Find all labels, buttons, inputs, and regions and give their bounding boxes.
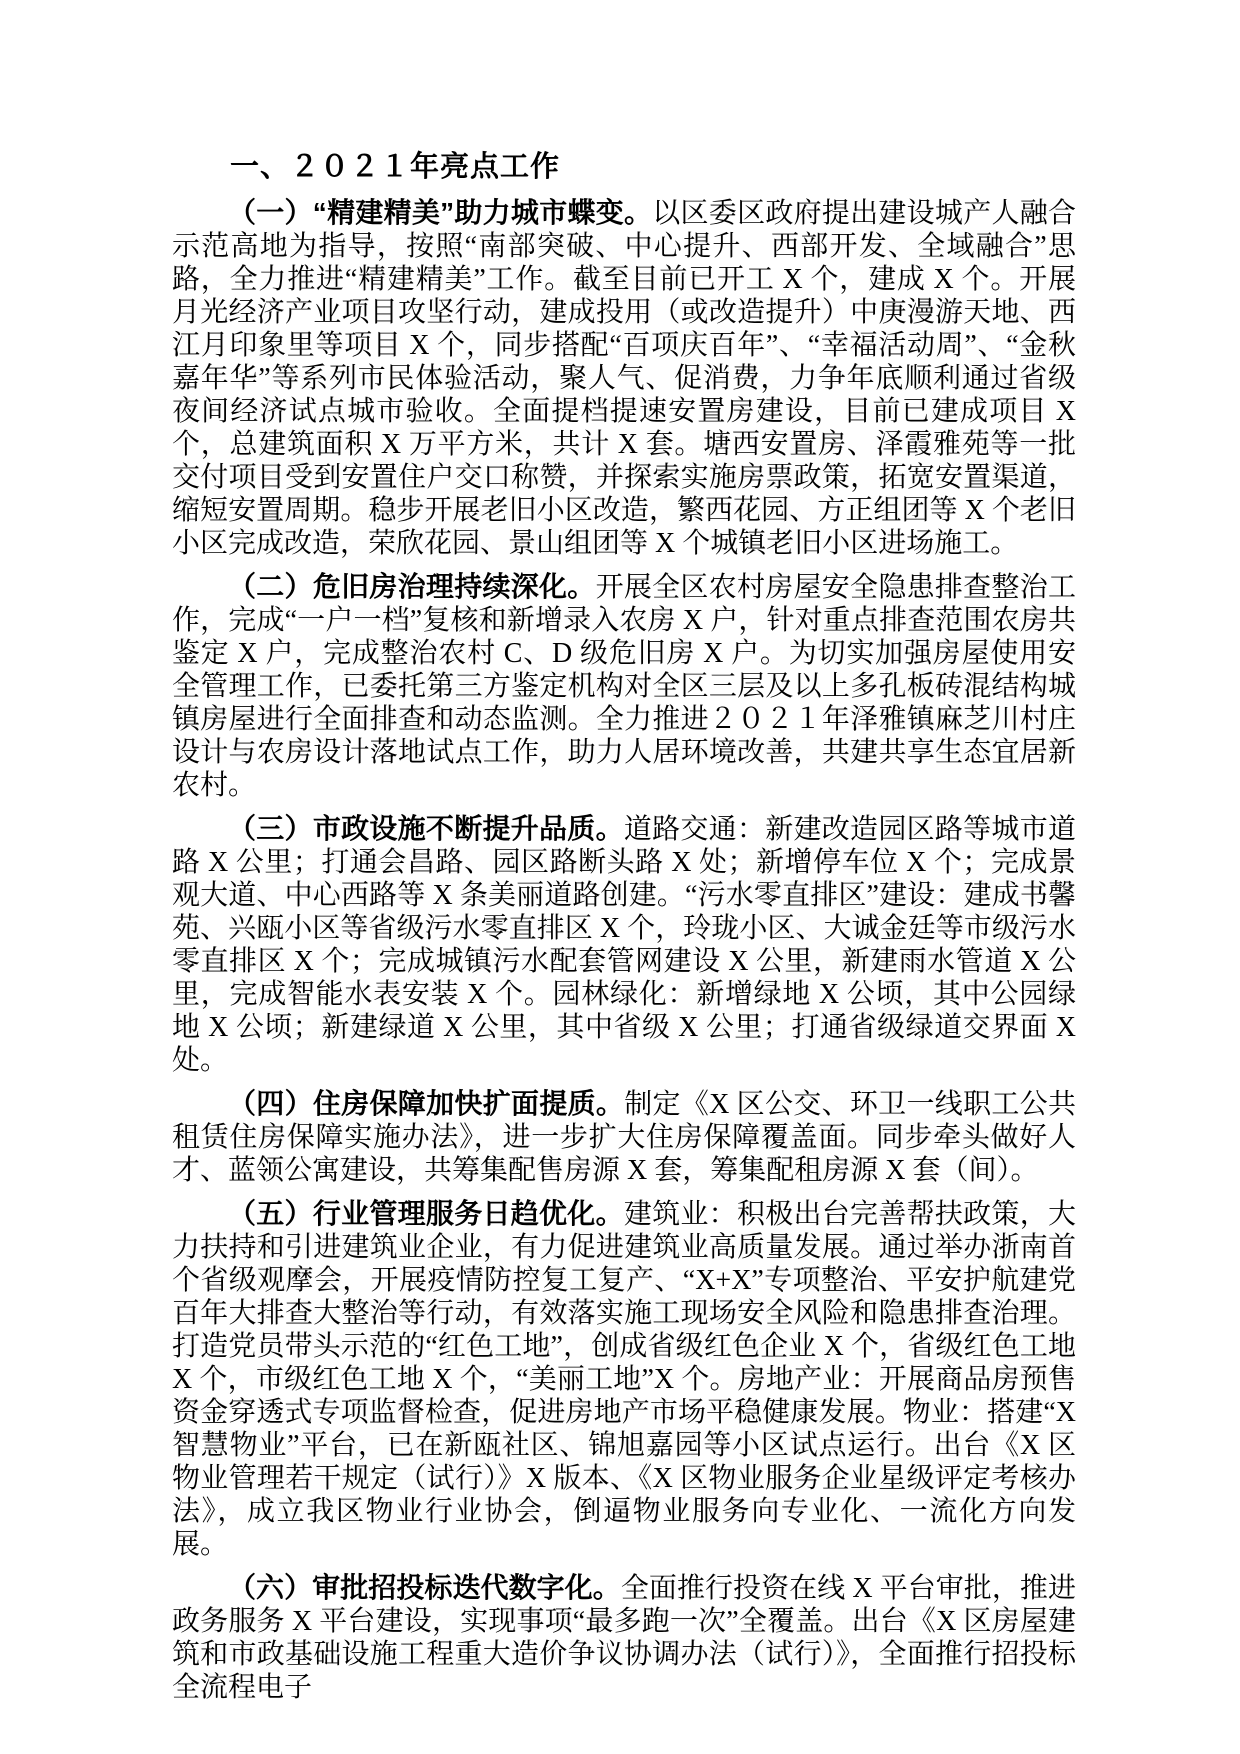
paragraph-4-lead: （四）住房保障加快扩面提质。 bbox=[228, 1088, 625, 1119]
paragraph-5-body: 建筑业：积极出台完善帮扶政策，大力扶持和引进建筑业企业，有力促进建筑业高质量发展。通过举办浙南首个省级观摩会，开展疫情防控复工复产、“X+X”专项整治、平安护航建党百年大排查大整治等行动，有效落实施工现场安全风险和隐患排查治理。打造党员带头示范的“红色工地”，创成省级红色企业 X 个，省级红色工地 X 个，市级红色工地 X 个，“美丽工地”X 个。房地产业：开展商品房预售资金穿透式专项监督检查，促进房地产市场平稳健康发展。物业：搭建“X 智慧物业”平台，已在新瓯社区、锦旭嘉园等小区试点运行。出台《X 区物业管理若干规定（试行）》X 版本、《X 区物业服务企业星级评定考核办法》，成立我区物业行业协会，倒逼物业服务向专业化、一流化方向发展。 bbox=[172, 1199, 1076, 1560]
paragraph-2-body: 开展全区农村房屋安全隐患排查整治工作，完成“一户一档”复核和新增录入农房 X 户，针对重点排查范围农房共鉴定 X 户，完成整治农村 C、D 级危旧房 X 户。为切实加强房屋使用安全管理工作，已委托第三方鉴定机构对全区三层及以上多孔板砖混结构城镇房屋进行全面排查和动态监测。全力推进２０２１年泽雅镇麻芝川村庄设计与农房设计落地试点工作，助力人居环境改善，共建共享生态宜居新农村。 bbox=[172, 572, 1076, 801]
paragraph-1-body: 以区委区政府提出建设城产人融合示范高地为指导，按照“南部突破、中心提升、西部开发、全域融合”思路，全力推进“精建精美”工作。截至目前已开工 X 个，建成 X 个。开展月光经济产业项目攻坚行动，建成投用（或改造提升）中庚漫游天地、西江月印象里等项目 X 个，同步搭配“百项庆百年”、“幸福活动周”、“金秋嘉年华”等系列市民体验活动，聚人气、促消费，力争年底顺利通过省级夜间经济试点城市验收。全面提档提速安置房建设，目前已建成项目 X 个，总建筑面积 X 万平方米，共计 X 套。塘西安置房、泽霞雅苑等一批交付项目受到安置住户交口称赞，并探索实施房票政策，拓宽安置渠道，缩短安置周期。稳步开展老旧小区改造，繁西花园、方正组团等 X 个老旧小区完成改造，荣欣花园、景山组团等 X 个城镇老旧小区进场施工。 bbox=[172, 198, 1076, 559]
paragraph-3-body: 道路交通：新建改造园区路等城市道路 X 公里；打通会昌路、园区路断头路 X 处；新增停车位 X 个；完成景观大道、中心西路等 X 条美丽道路创建。“污水零直排区”建设：建成书馨苑、兴瓯小区等省级污水零直排区 X 个，玲珑小区、大诚金廷等市级污水零直排区 X 个；完成城镇污水配套管网建设 X 公里，新建雨水管道 X 公里，完成智能水表安装 X 个。园林绿化：新增绿地 X 公顷，其中公园绿地 X 公顷；新建绿道 X 公里，其中省级 X 公里；打通省级绿道交界面 X 处。 bbox=[172, 814, 1076, 1076]
paragraph-4 bbox=[172, 1087, 1076, 1187]
paragraph-3-lead: （三）市政设施不断提升品质。 bbox=[228, 813, 624, 844]
paragraph-5 bbox=[172, 1197, 1076, 1561]
paragraph-3 bbox=[172, 812, 1076, 1077]
paragraph-1-lead: （一）“精建精美”助力城市蝶变。 bbox=[228, 197, 653, 228]
paragraph-6 bbox=[172, 1571, 1076, 1704]
paragraph-1 bbox=[172, 196, 1076, 560]
paragraph-2-lead: （二）危旧房治理持续深化。 bbox=[228, 571, 596, 602]
section-heading: 一、２０２１年亮点工作 bbox=[230, 151, 561, 183]
paragraph-4-body: 制定《X 区公交、环卫一线职工公共租赁住房保障实施办法》，进一步扩大住房保障覆盖面。同步牵头做好人才、蓝领公寓建设，共筹集配售房源 X 套，筹集配租房源 X 套（间）。 bbox=[172, 1089, 1076, 1186]
paragraph-2 bbox=[172, 570, 1076, 802]
paragraph-6-body: 全面推行投资在线 X 平台审批，推进政务服务 X 平台建设，实现事项“最多跑一次”全覆盖。出台《X 区房屋建筑和市政基础设施工程重大造价争议协调办法（试行）》，全面推行招投标全流程电子 bbox=[172, 1573, 1076, 1703]
paragraph-6-lead: （六）审批招投标迭代数字化。 bbox=[228, 1572, 621, 1603]
paragraph-5-lead: （五）行业管理服务日趋优化。 bbox=[228, 1198, 624, 1229]
